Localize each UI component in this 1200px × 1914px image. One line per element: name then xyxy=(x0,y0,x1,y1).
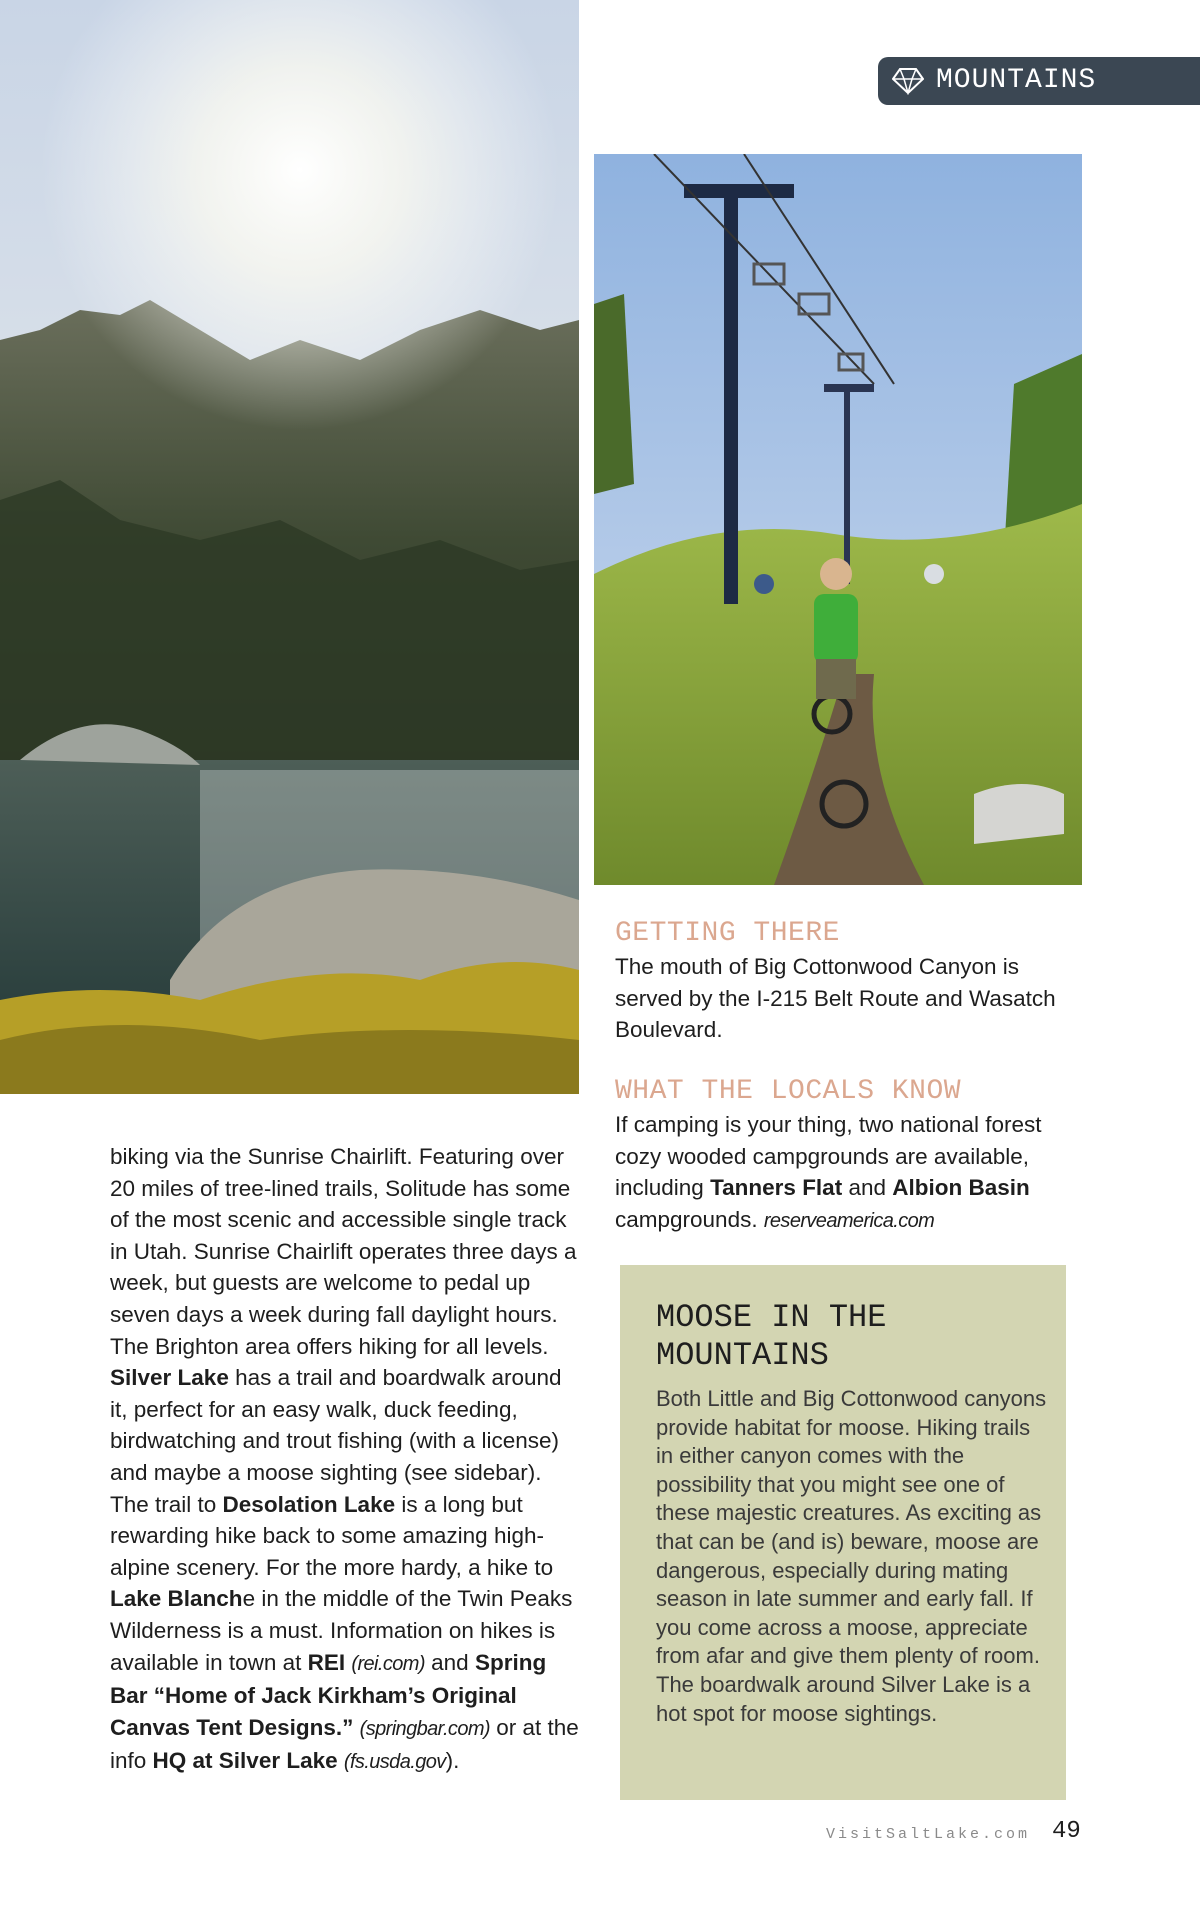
getting-there-body: The mouth of Big Cottonwood Canyon is served by the I-215 Belt Route and Wasatch Boulevard. xyxy=(615,954,1056,1043)
rei-url: (rei.com) xyxy=(351,1652,425,1675)
getting-there-section xyxy=(615,917,1090,1046)
mountain-biking-chairlift-photo xyxy=(594,154,1082,885)
albion-basin-bold: Albion Basin xyxy=(892,1175,1030,1201)
mountain-biking-illustration xyxy=(594,154,1082,885)
moose-sidebar-box xyxy=(620,1265,1066,1800)
text-run: campgrounds. xyxy=(615,1206,764,1232)
silver-lake-bold: Silver Lake xyxy=(110,1365,229,1391)
reserveamerica-url: reserveamerica.com xyxy=(763,1209,935,1232)
lake-mountain-photo xyxy=(0,0,579,1094)
text-run: biking via the Sunrise Chairlift. Featuring over 20 miles of tree-lined trails, Solitude has some of the most scenic and accessible single track in Utah. Sunrise Chairlift operates three days a week, but guests are welcome to pedal up seven days a week during fall daylight hours. The Brighton area offers hiking for all levels. xyxy=(110,1144,577,1359)
springbar-url: (springbar.com) xyxy=(359,1717,490,1740)
text-run: is a long but rewarding hike back to some amazing high-alpine scenery. For the more hardy, a hike to xyxy=(110,1491,554,1580)
desolation-lake-bold: Desolation Lake xyxy=(222,1491,396,1517)
gem-icon xyxy=(892,67,924,95)
lake-mountain-illustration xyxy=(0,0,579,1094)
page-number: 49 xyxy=(1052,1818,1081,1845)
text-run: and xyxy=(424,1649,475,1675)
footer-site: VisitSaltLake.com xyxy=(826,1826,1031,1843)
locals-know-heading: WHAT THE LOCALS KNOW xyxy=(615,1076,962,1107)
hq-silver-lake-bold: HQ at Silver Lake xyxy=(152,1748,338,1774)
text-run: has a trail and boardwalk around it, perfect for an easy walk, duck feeding, birdwatching and trout fishing (with a license) and maybe a moose sighting (see sidebar). The trail to xyxy=(110,1365,562,1517)
lake-blanche-bold: Lake Blanch xyxy=(110,1586,243,1612)
article-paragraph xyxy=(110,1141,580,1779)
moose-sidebar-body: Both Little and Big Cottonwood canyons provide habitat for moose. Hiking trails in either canyon comes with the possibility that you might see one of these majestic creatures. As exciting as that can be (and is) beware, moose are dangerous, especially during mating season in late summer and early fall. If you come across a moose, appreciate from afar and give them plenty of room. The boardwalk around Silver Lake is a hot spot for moose sightings. xyxy=(656,1386,1047,1726)
section-tab-label: MOUNTAINS xyxy=(936,65,1097,96)
tanners-flat-bold: Tanners Flat xyxy=(710,1175,843,1201)
spring-bar-bold: Spring Bar “Home of Jack Kirkham’s Original Canvas Tent Designs.” xyxy=(110,1649,547,1740)
text-run: and xyxy=(842,1175,893,1201)
rei-bold: REI xyxy=(307,1649,346,1675)
locals-know-body xyxy=(615,1109,1090,1237)
main-article-text xyxy=(110,1141,580,1779)
text-run: e in the middle of the Twin Peaks Wilderness is a must. Information on hikes is available in town at xyxy=(110,1586,573,1675)
locals-know-section xyxy=(615,1075,1090,1237)
getting-there-heading: GETTING THERE xyxy=(615,918,840,949)
moose-sidebar-title: MOOSE IN THE MOUNTAINS xyxy=(656,1299,887,1374)
text-run: If camping is your thing, two national forest cozy wooded campgrounds are available, including xyxy=(615,1112,1042,1201)
text-run: or at the info xyxy=(110,1714,579,1774)
text-run: ). xyxy=(445,1748,460,1774)
section-tab xyxy=(878,57,1200,105)
fs-url: (fs.usda.gov xyxy=(343,1751,446,1774)
